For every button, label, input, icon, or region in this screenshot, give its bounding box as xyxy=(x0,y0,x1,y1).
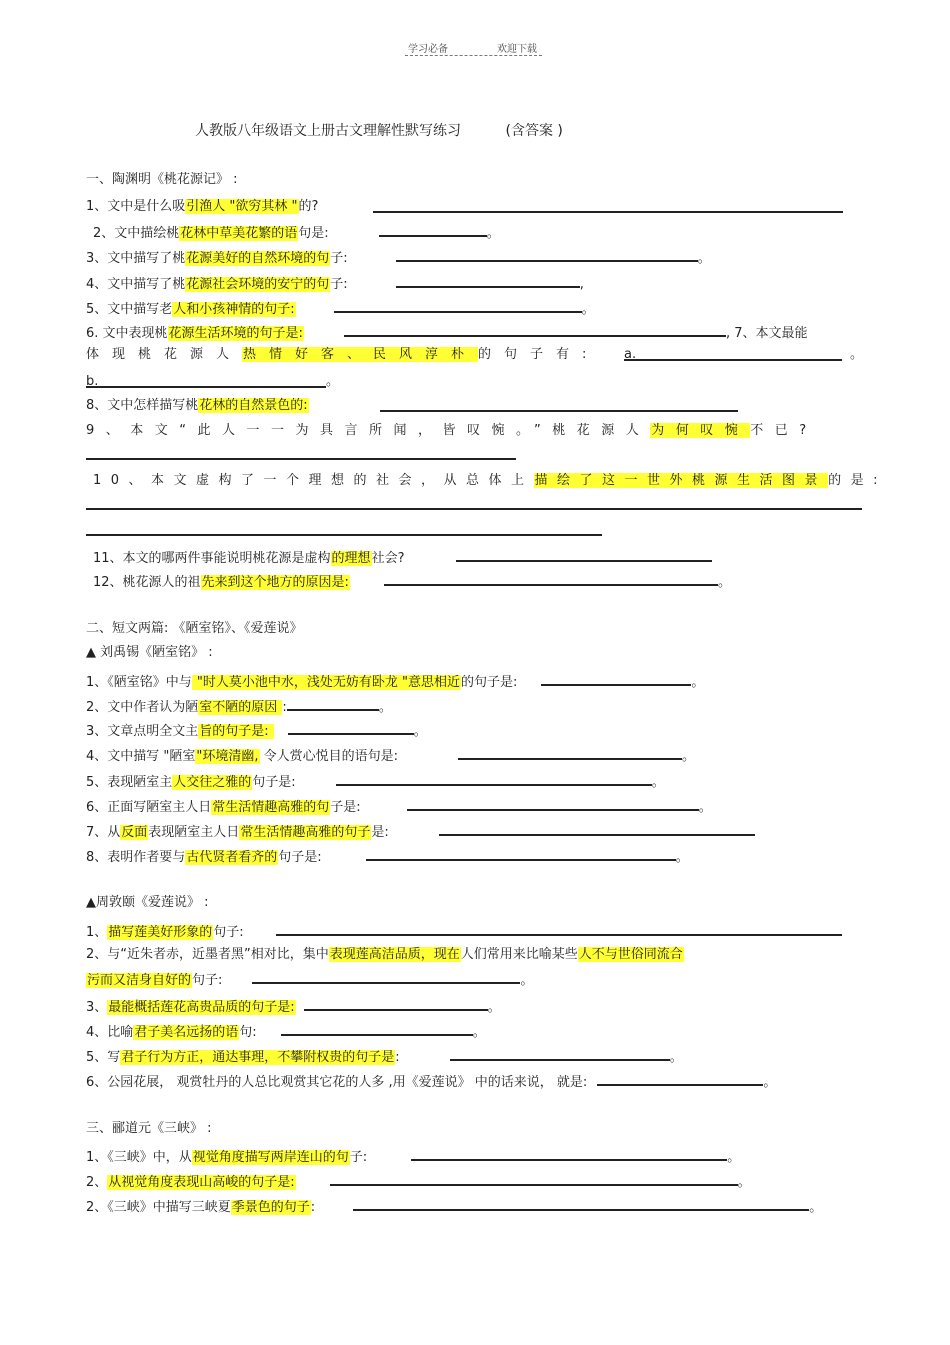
s1-question-7a: a. 。 xyxy=(624,347,864,362)
s2b-question-2-cont: 污而又洁身自好的句子: 。 xyxy=(86,968,533,988)
s2b-question-5: 5、写君子行为方正，通达事理，不攀附权贵的句子是: 。 xyxy=(86,1045,683,1065)
s2-question-5: 5、表现陋室主人交往之雅的句子是: 。 xyxy=(86,770,665,790)
answer-line[interactable] xyxy=(396,272,580,288)
answer-line[interactable] xyxy=(86,508,862,510)
s1-question-1: 1、文中是什么吸引渔人 "欲穷其林 "的? xyxy=(86,199,319,214)
s3-question-3: 2、《三峡》中描写三峡夏季景色的句子: 。 xyxy=(86,1195,822,1215)
s2-question-4: 4、文中描写 "陋室"环境清幽, 令人赏心悦目的语句是: 。 xyxy=(86,744,695,764)
section-1-title: 一、陶渊明《桃花源记》 : xyxy=(86,172,238,187)
header-dashed-rule xyxy=(405,55,542,56)
answer-line[interactable] xyxy=(458,744,682,760)
s2-question-3: 3、文章点明全文主旨的句子是: 。 xyxy=(86,719,427,739)
answer-line[interactable] xyxy=(379,221,487,237)
answer-line[interactable] xyxy=(287,695,379,711)
s3-question-1: 1、《三峡》中，从视觉角度描写两岸连山的句子: 。 xyxy=(86,1145,740,1165)
answer-line[interactable] xyxy=(380,410,738,412)
s2-question-7: 7、从反面表现陋室主人日常生活情趣高雅的句子是: xyxy=(86,820,755,840)
answer-line[interactable] xyxy=(456,546,712,562)
s2-question-1: 1、《陋室铭》中与 "时人莫小池中水，浅处无妨有卧龙 "意思相近的句子是: 。 xyxy=(86,670,704,690)
answer-line[interactable] xyxy=(407,795,699,811)
s1-question-9: 9、本文“此人一一为具言所闻，皆叹惋。”桃花源人为何叹惋不已? xyxy=(86,423,818,438)
s2-question-6: 6、正面写陋室主人日常生活情趣高雅的句子是: 。 xyxy=(86,795,712,815)
s2b-question-2: 2、与“近朱者赤，近墨者黑”相对比，集中表现莲高洁品质，现在人们常用来比喻某些人不与世俗同流合 xyxy=(86,947,683,962)
s2-question-8: 8、表明作者要与古代贤者看齐的句子是: 。 xyxy=(86,845,689,865)
section-2-title: 二、短文两篇: 《陋室铭》、《爱莲说》 xyxy=(86,621,303,636)
header-right: 欢迎下载 xyxy=(497,44,537,55)
s1-question-2: 2、文中描绘桃花林中草美花繁的语句是: 。 xyxy=(93,221,500,241)
answer-line[interactable] xyxy=(373,211,843,213)
answer-line[interactable] xyxy=(396,246,698,262)
s1-question-12: 12、桃花源人的祖先来到这个地方的原因是: 。 xyxy=(93,570,731,590)
s2-question-2: 2、文中作者认为陋室不陋的原因 : 。 xyxy=(86,695,392,715)
answer-line[interactable] xyxy=(344,321,726,337)
s1-question-10: 10、本文虚构了一个理想的社会，从总体上描绘了这一世外桃源生活图景的是: xyxy=(93,473,887,488)
answer-line[interactable] xyxy=(330,1170,738,1186)
answer-line[interactable] xyxy=(411,1145,727,1161)
s2b-question-1: 1、描写莲美好形象的句子: xyxy=(86,920,842,940)
s1-question-7: 体现桃花源人热情好客、民风淳朴的句子有: xyxy=(86,347,600,362)
s2b-question-4: 4、比喻君子美名远扬的语句: 。 xyxy=(86,1020,486,1040)
answer-line[interactable] xyxy=(281,1020,473,1036)
answer-line[interactable] xyxy=(439,820,755,836)
answer-line[interactable] xyxy=(86,458,516,460)
s1-question-8: 8、文中怎样描写桃花林的自然景色的: xyxy=(86,398,308,413)
answer-line[interactable] xyxy=(334,297,582,313)
document-title: 人教版八年级语文上册古文理解性默写练习 (含答案 ) xyxy=(195,123,563,139)
answer-line[interactable] xyxy=(384,570,718,586)
answer-line[interactable]: a. xyxy=(624,345,842,361)
answer-line[interactable] xyxy=(450,1045,670,1061)
answer-line[interactable] xyxy=(304,995,488,1011)
subsection-ailianshuo: ▲周敦颐《爱莲说》 : xyxy=(86,895,209,910)
answer-line[interactable] xyxy=(366,845,676,861)
answer-line[interactable]: b. xyxy=(86,372,326,388)
answer-line[interactable] xyxy=(252,968,520,984)
answer-line[interactable] xyxy=(597,1070,763,1086)
s1-question-11: 11、本文的哪两件事能说明桃花源是虚构的理想社会? xyxy=(93,546,712,566)
answer-line[interactable] xyxy=(541,670,691,686)
answer-line[interactable] xyxy=(288,719,414,735)
header-left: 学习必备 xyxy=(408,44,448,55)
s1-question-7b: b. 。 xyxy=(86,374,340,389)
answer-line[interactable] xyxy=(336,770,652,786)
s1-question-4: 4、文中描写了桃花源社会环境的安宁的句子: , xyxy=(86,272,584,292)
s1-question-3: 3、文中描写了桃花源美好的自然环境的句子: 。 xyxy=(86,246,711,266)
s1-question-5: 5、文中描写老人和小孩神情的句子: 。 xyxy=(86,297,595,317)
section-3-title: 三、郦道元《三峡》 : xyxy=(86,1121,212,1136)
subsection-loushiming: ▲ 刘禹锡《陋室铭》 : xyxy=(86,645,213,660)
s1-question-6: 6. 文中表现桃花源生活环境的句子是: , 7、本文最能 xyxy=(86,321,807,341)
s3-question-2: 2、从视觉角度表现山高峻的句子是: 。 xyxy=(86,1170,751,1190)
answer-line[interactable] xyxy=(353,1195,809,1211)
s2b-question-6: 6、公园花展， 观赏牡丹的人总比观赏其它花的人多 ,用《爱莲说》 中的话来说， 就是: 。 xyxy=(86,1070,776,1090)
answer-line[interactable] xyxy=(276,920,842,936)
answer-line[interactable] xyxy=(86,534,602,536)
s2b-question-3: 3、最能概括莲花高贵品质的句子是: 。 xyxy=(86,995,501,1015)
